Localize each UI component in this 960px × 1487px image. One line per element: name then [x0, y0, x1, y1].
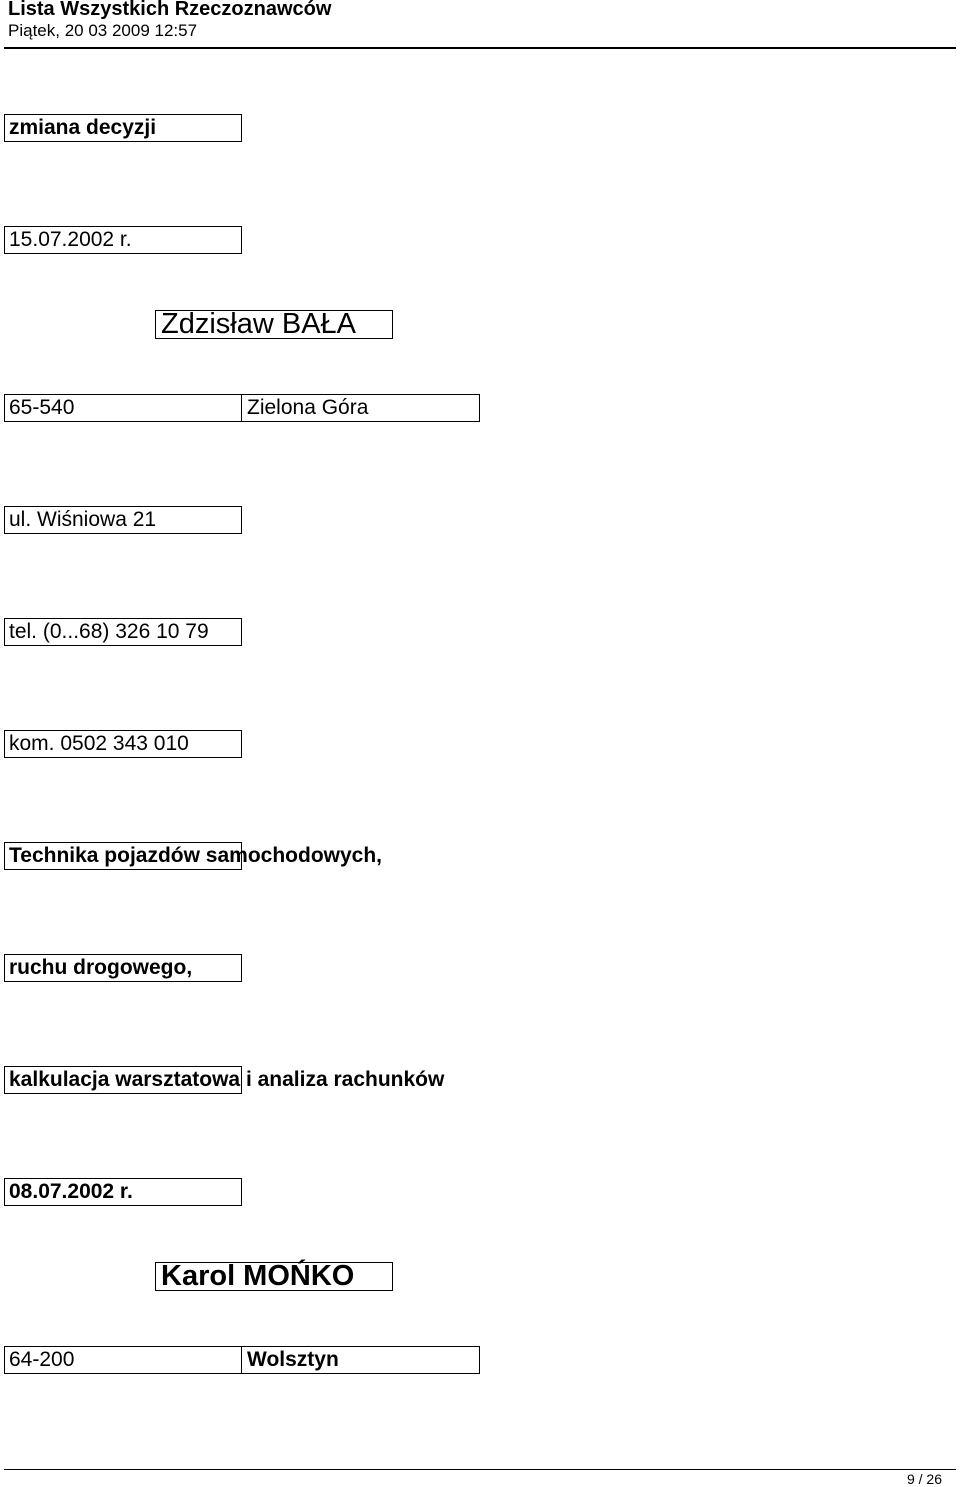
address-divider-1	[241, 394, 242, 422]
street-1: ul. Wiśniowa 21	[9, 508, 157, 531]
document-date: Piątek, 20 03 2009 12:57	[8, 21, 198, 40]
expert-name-1: Zdzisław BAŁA	[161, 308, 357, 340]
footer-rule	[4, 1469, 956, 1470]
city-1: Zielona Góra	[247, 396, 369, 419]
expert-name-2: Karol MOŃKO	[161, 1260, 355, 1292]
address-box-2	[4, 1346, 480, 1374]
city-2: Wolsztyn	[247, 1348, 339, 1371]
phone-1: tel. (0...68) 326 10 79	[9, 620, 209, 643]
specialization-line-3: kalkulacja warsztatowa i analiza rachunków	[9, 1068, 445, 1091]
page-number: 9 / 26	[906, 1471, 942, 1487]
specialization-line-2: ruchu drogowego,	[9, 956, 193, 979]
postcode-1: 65-540	[9, 396, 75, 419]
document-title: Lista Wszystkich Rzeczoznawców	[8, 0, 332, 20]
mobile-1: kom. 0502 343 010	[9, 732, 189, 755]
decision-text: zmiana decyzji	[9, 116, 157, 139]
decision-date-1: 15.07.2002 r.	[9, 228, 132, 251]
address-box-1	[4, 394, 480, 422]
specialization-line-1: Technika pojazdów samochodowych,	[9, 844, 383, 867]
decision-date-2: 08.07.2002 r.	[9, 1180, 133, 1203]
postcode-2: 64-200	[9, 1348, 75, 1371]
address-divider-2	[241, 1346, 242, 1374]
header-rule	[4, 47, 956, 49]
